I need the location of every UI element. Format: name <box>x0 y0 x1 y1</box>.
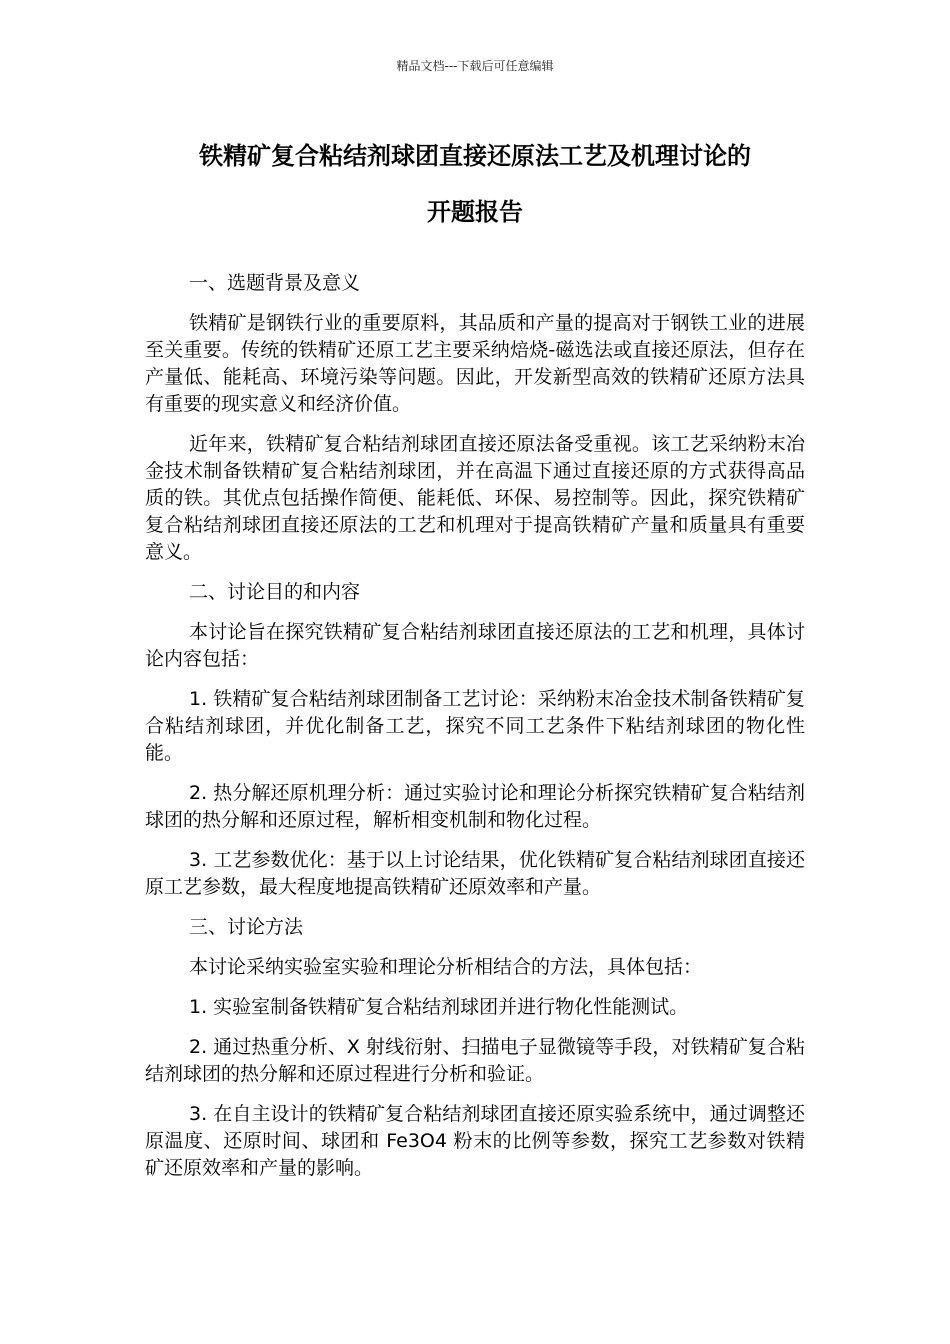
section-heading-background: 一、选题背景及意义 <box>189 272 361 294</box>
document-title <box>145 128 805 240</box>
paragraph-objectives-intro: 本讨论旨在探究铁精矿复合粘结剂球团直接还原法的工艺和机理，具体讨论内容包括： <box>145 621 805 670</box>
list-item-method-1: 1. 实验室制备铁精矿复合粘结剂球团并进行物化性能测试。 <box>189 996 689 1018</box>
section-heading-objectives: 二、讨论目的和内容 <box>189 581 361 603</box>
document-body <box>145 270 805 1195</box>
list-item-objective-1: 1. 铁精矿复合粘结剂球团制备工艺讨论：采纳粉末冶金技术制备铁精矿复合粘结剂球团，并优化制备工艺，探究不同工艺条件下粘结剂球团的物化性能。 <box>145 688 805 764</box>
paragraph-background-1: 铁精矿是钢铁行业的重要原料，其品质和产量的提高对于钢铁工业的进展至关重要。传统的铁精矿还原工艺主要采纳焙烧-磁选法或直接还原法，但存在产量低、能耗高、环境污染等问题。因此，开发新型高效的铁精矿还原方法具有重要的现实意义和经济价值。 <box>145 312 805 415</box>
title-line-2: 开题报告 <box>427 198 523 226</box>
paragraph-methods-intro: 本讨论采纳实验室实验和理论分析相结合的方法，具体包括： <box>189 956 703 978</box>
list-item-objective-2: 2. 热分解还原机理分析：通过实验讨论和理论分析探究铁精矿复合粘结剂球团的热分解和还原过程，解析相变机制和物化过程。 <box>145 782 805 831</box>
list-item-method-2: 2. 通过热重分析、X 射线衍射、扫描电子显微镜等手段，对铁精矿复合粘结剂球团的热分解和还原过程进行分析和验证。 <box>145 1036 805 1085</box>
title-line-1: 铁精矿复合粘结剂球团直接还原法工艺及机理讨论的 <box>199 142 751 170</box>
list-item-objective-3: 3. 工艺参数优化：基于以上讨论结果，优化铁精矿复合粘结剂球团直接还原工艺参数，最大程度地提高铁精矿还原效率和产量。 <box>145 849 805 898</box>
list-item-method-3: 3. 在自主设计的铁精矿复合粘结剂球团直接还原实验系统中，通过调整还原温度、还原时间、球团和 Fe3O4 粉末的比例等参数，探究工艺参数对铁精矿还原效率和产量的影响。 <box>145 1103 805 1179</box>
paragraph-background-2: 近年来，铁精矿复合粘结剂球团直接还原法备受重视。该工艺采纳粉末冶金技术制备铁精矿复合粘结剂球团，并在高温下通过直接还原的方式获得高品质的铁。其优点包括操作简便、能耗低、环保、易控制等。因此，探究铁精矿复合粘结剂球团直接还原法的工艺和机理对于提高铁精矿产量和质量具有重要意义。 <box>145 433 805 563</box>
section-heading-methods: 三、讨论方法 <box>189 916 304 938</box>
page-header: 精品文档---下载后可任意编辑 <box>396 59 554 73</box>
